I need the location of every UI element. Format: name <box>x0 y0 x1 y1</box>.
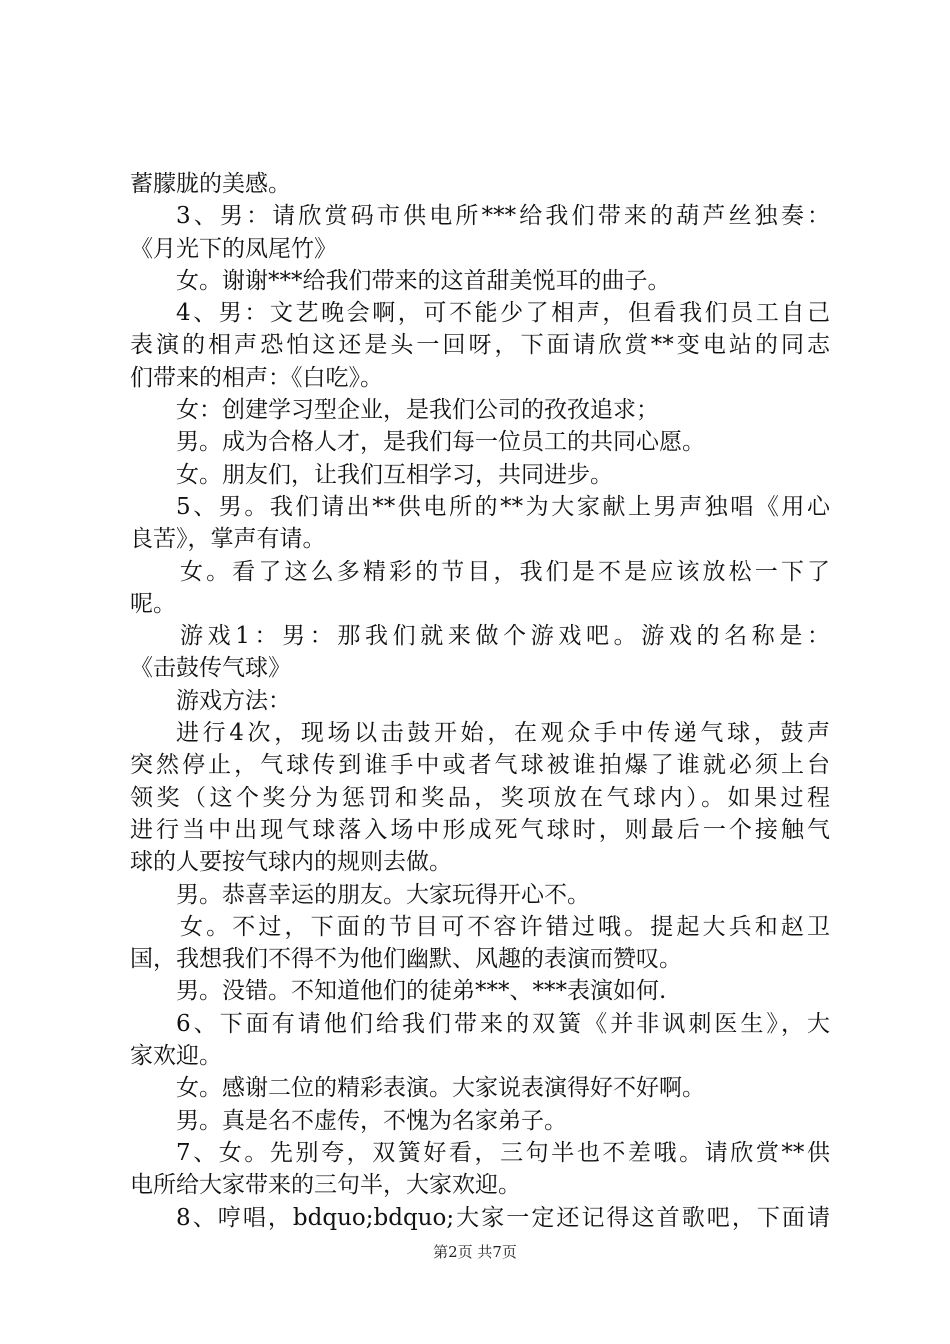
text-line: 进行当中出现气球落入场中形成死气球时，则最后一个接触气 <box>130 816 830 843</box>
text-line: 家欢迎。 <box>130 1043 222 1070</box>
text-line: 男。成为合格人才，是我们每一位员工的共同心愿。 <box>176 429 705 456</box>
text-line: 们带来的相声：《白吃》。 <box>130 364 383 391</box>
text-line: 男。恭喜幸运的朋友。大家玩得开心不。 <box>176 881 590 908</box>
page-number: 第2页 共7页 <box>433 1243 517 1261</box>
text-line: 《击鼓传气球》 <box>130 655 291 682</box>
text-line: 游戏1：男：那我们就来做个游戏吧。游戏的名称是： <box>180 623 830 650</box>
text-line: 进行4次，现场以击鼓开始，在观众手中传递气球，鼓声 <box>176 720 830 747</box>
text-line: 男。真是名不虚传，不愧为名家弟子。 <box>176 1107 567 1134</box>
text-line: 6、下面有请他们给我们带来的双簧《并非讽刺医生》，大 <box>176 1010 830 1037</box>
text-line: 蓄朦胧的美感。 <box>130 171 291 197</box>
text-line: 3、男：请欣赏码市供电所***给我们带来的葫芦丝独奏： <box>176 203 830 230</box>
text-line: 女。谢谢***给我们带来的这首甜美悦耳的曲子。 <box>176 267 671 294</box>
text-line: 女：创建学习型企业，是我们公司的孜孜追求； <box>176 397 659 424</box>
text-line: 表演的相声恐怕这还是头一回呀，下面请欣赏**变电站的同志 <box>130 332 830 359</box>
text-line: 女。朋友们，让我们互相学习，共同进步。 <box>176 461 613 488</box>
text-line: 突然停止，气球传到谁手中或者气球被谁拍爆了谁就必须上台 <box>130 752 830 779</box>
text-line: 领奖（这个奖分为惩罚和奖品，奖项放在气球内）。如果过程 <box>130 784 830 811</box>
document-body <box>130 168 830 1234</box>
text-line: 国，我想我们不得不为他们幽默、风趣的表演而赞叹。 <box>130 946 682 973</box>
page-footer <box>0 1242 950 1262</box>
text-line: 游戏方法： <box>176 687 291 714</box>
text-line: 4、男：文艺晚会啊，可不能少了相声，但看我们员工自己 <box>176 300 830 327</box>
text-line: 5、男。我们请出**供电所的**为大家献上男声独唱《用心 <box>176 493 830 520</box>
text-line: 女。感谢二位的精彩表演。大家说表演得好不好啊。 <box>176 1075 705 1102</box>
text-line: 女。看了这么多精彩的节目，我们是不是应该放松一下了 <box>180 558 830 585</box>
text-line: 7、女。先别夸，双簧好看，三句半也不差哦。请欣赏**供 <box>176 1139 830 1166</box>
text-line: 球的人要按气球内的规则去做。 <box>130 849 452 876</box>
text-line: 呢。 <box>130 590 176 617</box>
text-line: 8、哼唱，bdquo;bdquo;大家一定还记得这首歌吧，下面请 <box>176 1204 830 1231</box>
text-line: 男。没错。不知道他们的徒弟***、***表演如何. <box>176 978 667 1005</box>
text-line: 电所给大家带来的三句半，大家欢迎。 <box>130 1172 521 1199</box>
text-line: 女。不过，下面的节目可不容许错过哦。提起大兵和赵卫 <box>180 913 830 940</box>
text-line: 《月光下的凤尾竹》 <box>130 235 337 262</box>
text-line: 良苦》，掌声有请。 <box>130 526 326 553</box>
